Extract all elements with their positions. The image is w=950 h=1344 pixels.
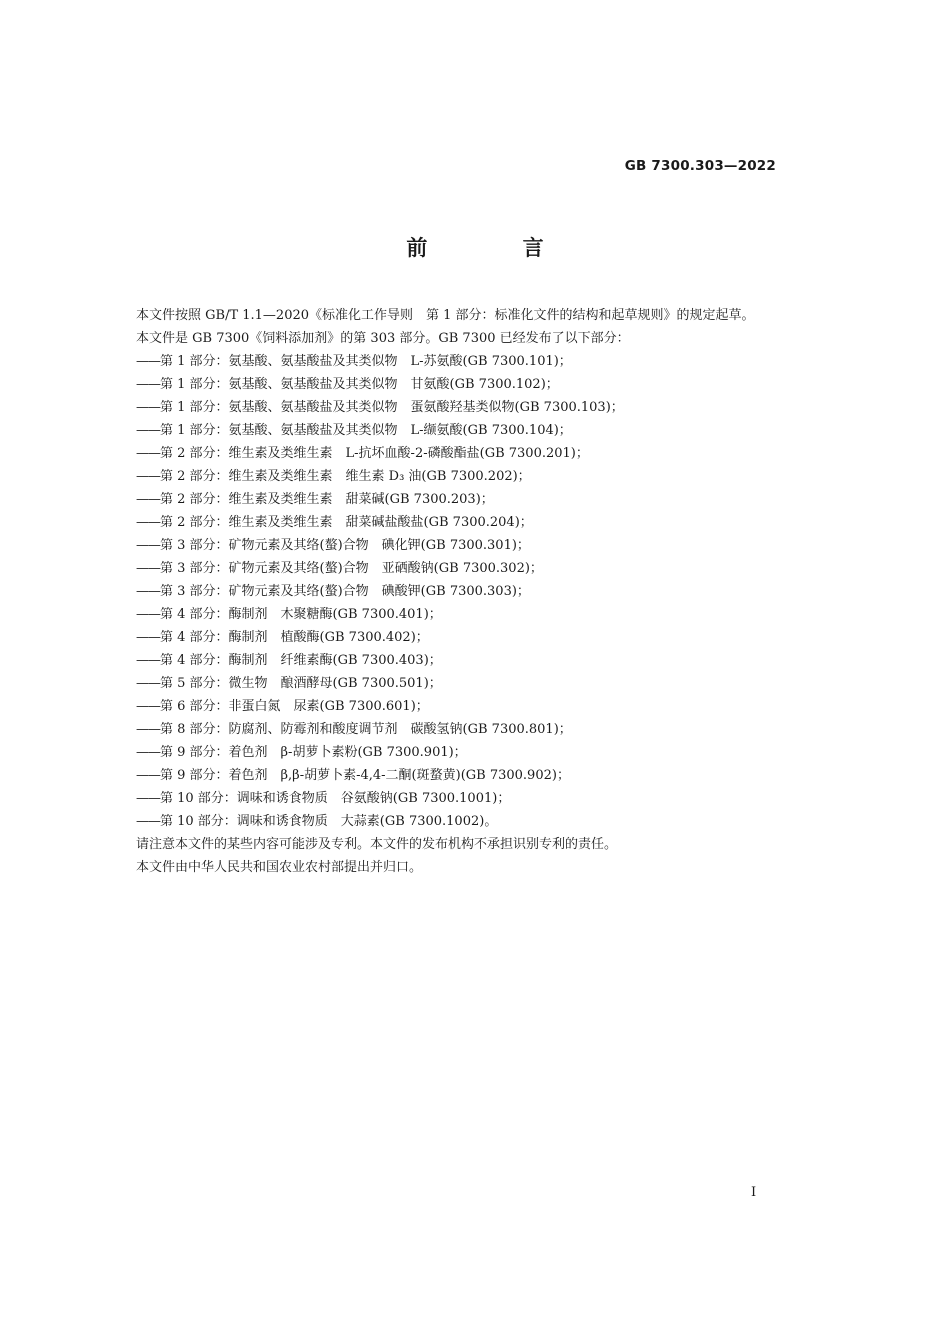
list-dash: —— <box>136 400 160 415</box>
list-dash: —— <box>136 446 160 461</box>
list-item <box>105 488 777 511</box>
list-item <box>105 810 777 833</box>
list-dash: —— <box>136 538 160 553</box>
list-item-text: 第 3 部分：矿物元素及其络(螯)合物 碘化钾(GB 7300.301)； <box>160 538 530 553</box>
list-item-text: 第 3 部分：矿物元素及其络(螯)合物 亚硒酸钠(GB 7300.302)； <box>160 561 543 576</box>
list-dash: —— <box>136 561 160 576</box>
list-item <box>105 718 777 741</box>
list-item <box>105 465 777 488</box>
list-dash: —— <box>136 699 160 714</box>
list-dash: —— <box>136 584 160 599</box>
list-dash: —— <box>136 722 160 737</box>
list-item <box>105 396 777 419</box>
list-item <box>105 626 777 649</box>
list-dash: —— <box>136 791 160 806</box>
list-item-text: 第 9 部分：着色剂 β-胡萝卜素粉(GB 7300.901)； <box>160 745 467 760</box>
list-item-text: 第 1 部分：氨基酸、氨基酸盐及其类似物 蛋氨酸羟基类似物(GB 7300.103)； <box>160 400 624 415</box>
list-item-text: 第 10 部分：调味和诱食物质 大蒜素(GB 7300.1002)。 <box>160 814 498 829</box>
list-dash: —— <box>136 630 160 645</box>
list-item-text: 第 3 部分：矿物元素及其络(螯)合物 碘酸钾(GB 7300.303)； <box>160 584 530 599</box>
list-item <box>105 741 777 764</box>
page-number: I <box>751 1185 757 1200</box>
list-dash: —— <box>136 469 160 484</box>
list-dash: —— <box>136 814 160 829</box>
list-item <box>105 442 777 465</box>
paragraph: 请注意本文件的某些内容可能涉及专利。本文件的发布机构不承担识别专利的责任。 <box>136 837 618 852</box>
list-dash: —— <box>136 515 160 530</box>
list-item-text: 第 1 部分：氨基酸、氨基酸盐及其类似物 L-缬氨酸(GB 7300.104)； <box>160 423 572 438</box>
list-item-text: 第 1 部分：氨基酸、氨基酸盐及其类似物 甘氨酸(GB 7300.102)； <box>160 377 559 392</box>
list-item-text: 第 2 部分：维生素及类维生素 L-抗坏血酸-2-磷酸酯盐(GB 7300.201)； <box>160 446 589 461</box>
list-item <box>105 764 777 787</box>
list-item <box>105 534 777 557</box>
list-dash: —— <box>136 676 160 691</box>
list-item-text: 第 4 部分：酶制剂 纤维素酶(GB 7300.403)； <box>160 653 442 668</box>
list-item <box>105 649 777 672</box>
list-item-text: 第 5 部分：微生物 酿酒酵母(GB 7300.501)； <box>160 676 442 691</box>
list-item-text: 第 2 部分：维生素及类维生素 维生素 D₃ 油(GB 7300.202)； <box>160 469 531 484</box>
list-dash: —— <box>136 607 160 622</box>
list-item-text: 第 2 部分：维生素及类维生素 甜菜碱盐酸盐(GB 7300.204)； <box>160 515 533 530</box>
list-item <box>105 511 777 534</box>
list-item <box>105 557 777 580</box>
list-item-text: 第 4 部分：酶制剂 植酸酶(GB 7300.402)； <box>160 630 429 645</box>
paragraph: 本文件由中华人民共和国农业农村部提出并归口。 <box>136 860 423 875</box>
list-dash: —— <box>136 745 160 760</box>
list-dash: —— <box>136 492 160 507</box>
list-item-text: 第 4 部分：酶制剂 木聚糖酶(GB 7300.401)； <box>160 607 442 622</box>
document-body <box>105 304 777 879</box>
list-dash: —— <box>136 653 160 668</box>
parts-list <box>105 350 777 833</box>
list-item-text: 第 1 部分：氨基酸、氨基酸盐及其类似物 L-苏氨酸(GB 7300.101)； <box>160 354 572 369</box>
list-item-text: 第 8 部分：防腐剂、防霉剂和酸度调节剂 碳酸氢钠(GB 7300.801)； <box>160 722 572 737</box>
list-item-text: 第 2 部分：维生素及类维生素 甜菜碱(GB 7300.203)； <box>160 492 494 507</box>
list-item <box>105 419 777 442</box>
list-item <box>105 373 777 396</box>
paragraph: 本文件按照 GB/T 1.1—2020《标准化工作导则 第 1 部分：标准化文件的结构和起草规则》的规定起草。 <box>136 308 755 323</box>
list-item <box>105 672 777 695</box>
list-item <box>105 580 777 603</box>
standard-code: GB 7300.303—2022 <box>624 158 776 174</box>
list-item-text: 第 9 部分：着色剂 β,β-胡萝卜素-4,4-二酮(斑蝥黄)(GB 7300.902)； <box>160 768 570 783</box>
page-title: 前 言 <box>406 236 588 260</box>
list-dash: —— <box>136 354 160 369</box>
list-item-text: 第 6 部分：非蛋白氮 尿素(GB 7300.601)； <box>160 699 429 714</box>
paragraph: 本文件是 GB 7300《饲料添加剂》的第 303 部分。GB 7300 已经发布了以下部分： <box>136 331 630 346</box>
list-dash: —— <box>136 423 160 438</box>
list-item <box>105 350 777 373</box>
list-item <box>105 603 777 626</box>
list-item-text: 第 10 部分：调味和诱食物质 谷氨酸钠(GB 7300.1001)； <box>160 791 511 806</box>
list-dash: —— <box>136 768 160 783</box>
list-item <box>105 787 777 810</box>
list-dash: —— <box>136 377 160 392</box>
list-item <box>105 695 777 718</box>
